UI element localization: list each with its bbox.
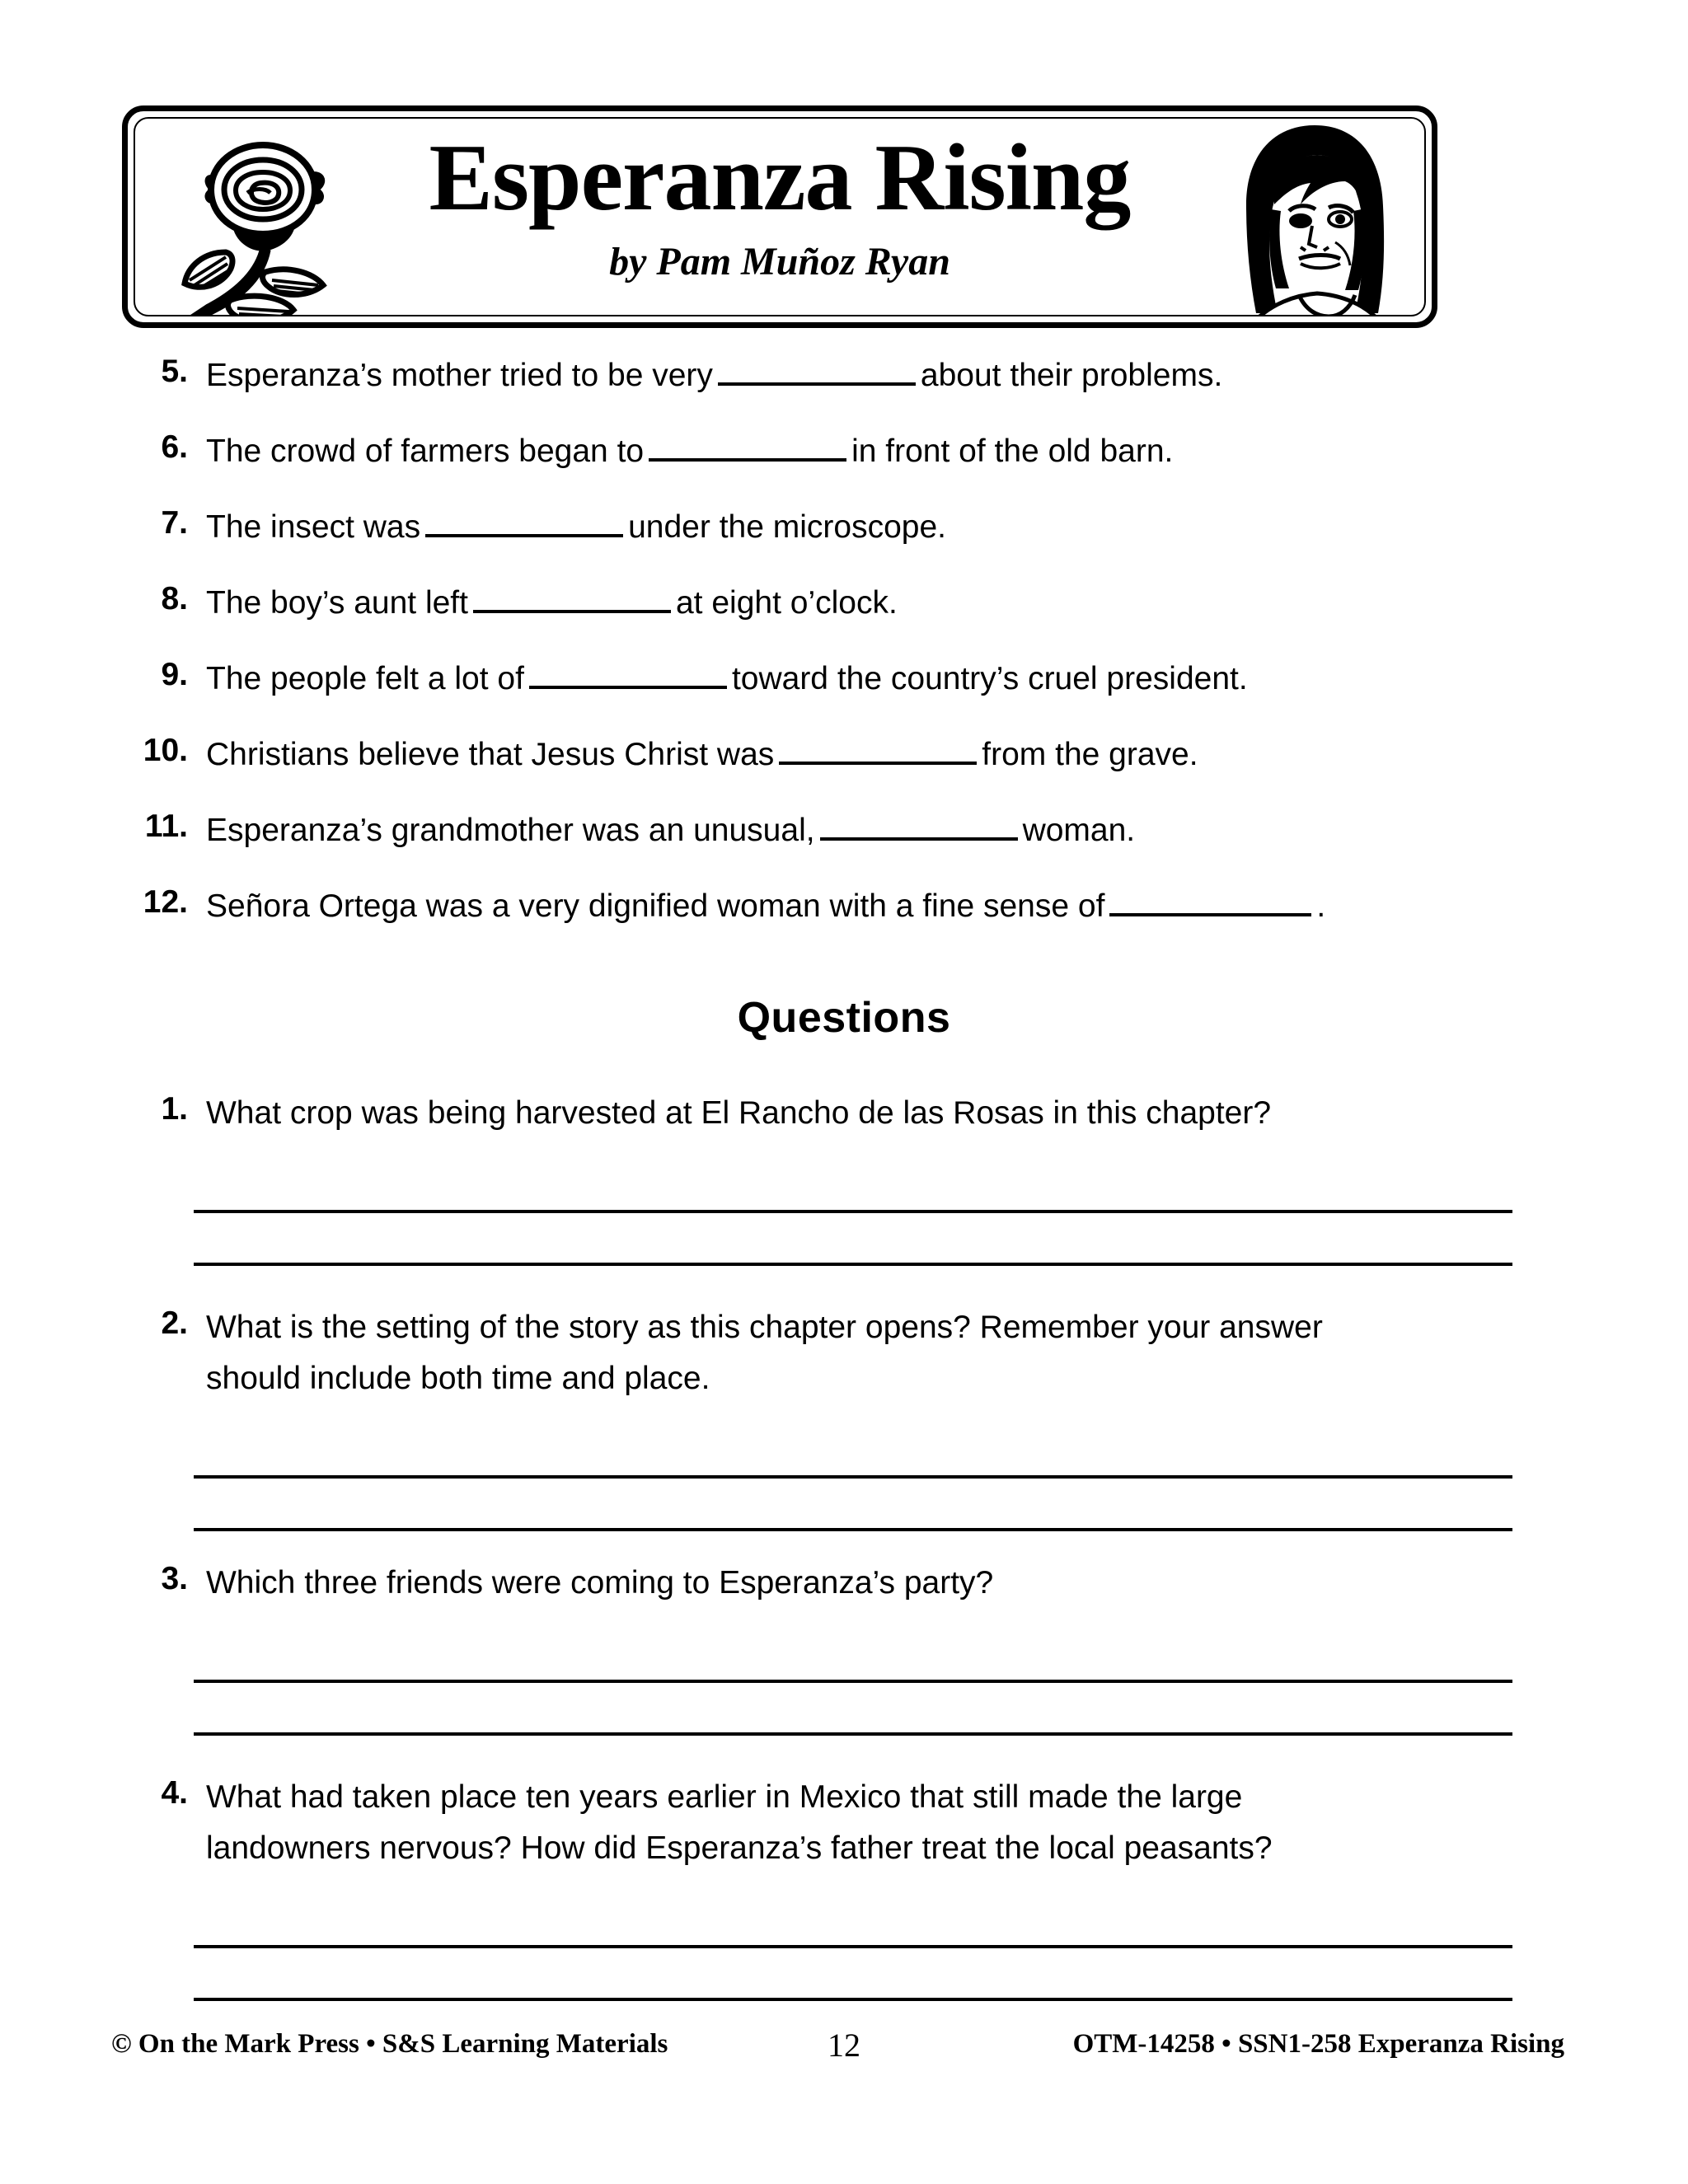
answer-lines: [194, 1426, 1512, 1531]
item-number: 8.: [161, 581, 188, 616]
question-text-line: What is the setting of the story as this chapter opens? Remember your answer: [206, 1310, 1323, 1345]
answer-line[interactable]: [194, 1948, 1512, 2001]
question-text-line: Which three friends were coming to Esperanza’s party?: [206, 1565, 994, 1601]
question-text-line: What crop was being harvested at El Rancho de las Rosas in this chapter?: [206, 1095, 1272, 1131]
answer-lines: [194, 1630, 1512, 1736]
answer-line[interactable]: [194, 1630, 1512, 1683]
title-banner: [122, 105, 1437, 328]
answer-line[interactable]: [194, 1683, 1512, 1736]
item-text-before: The insect was: [206, 509, 421, 545]
item-text-after: under the microscope.: [628, 509, 946, 545]
answer-lines: [194, 1160, 1512, 1266]
question-text: [206, 1772, 1574, 1874]
item-text: [206, 808, 1574, 850]
fill-in-the-blank-list: [124, 353, 1574, 959]
answer-line[interactable]: [194, 1160, 1512, 1213]
item-text-before: The boy’s aunt left: [206, 585, 468, 621]
question-block: [124, 1088, 1574, 1266]
answer-line[interactable]: [194, 1479, 1512, 1531]
page-subtitle: by Pam Muñoz Ryan: [609, 240, 950, 284]
item-text: [206, 883, 1574, 926]
footer-product-code: OTM-14258 • SSN1-258 Experanza Rising: [1072, 2029, 1564, 2059]
item-text-after: woman.: [1022, 813, 1136, 848]
question-number: 2.: [161, 1305, 188, 1341]
item-text-before: The crowd of farmers began to: [206, 434, 645, 469]
fill-in-item: [124, 353, 1574, 410]
question-text: [206, 1088, 1574, 1139]
item-text-before: Esperanza’s grandmother was an unusual,: [206, 813, 815, 848]
question-number: 3.: [161, 1561, 188, 1596]
item-text: [206, 656, 1574, 698]
answer-blank[interactable]: [820, 808, 1018, 841]
answer-line[interactable]: [194, 1213, 1512, 1266]
page-title: Esperanza Rising: [429, 125, 1131, 231]
question-block: [124, 1772, 1574, 2001]
item-number: 7.: [161, 505, 188, 541]
question-block: [124, 1302, 1574, 1531]
footer-page-number: 12: [828, 2027, 860, 2064]
question-block: [124, 1558, 1574, 1736]
fill-in-item: [124, 883, 1574, 941]
answer-blank[interactable]: [779, 732, 977, 765]
item-text-before: Señora Ortega was a very dignified woman with a fine sense of: [206, 888, 1105, 924]
fill-in-item: [124, 429, 1574, 486]
item-text-after: .: [1316, 888, 1326, 924]
item-number: 10.: [143, 733, 188, 768]
item-number: 5.: [161, 354, 188, 389]
question-text: [206, 1558, 1574, 1609]
item-text: [206, 504, 1574, 546]
questions-section-heading: Questions: [737, 994, 951, 1042]
footer-copyright: © On the Mark Press • S&S Learning Materials: [111, 2029, 668, 2059]
item-text-after: from the grave.: [982, 737, 1198, 772]
question-text: [206, 1302, 1574, 1404]
page-footer: [0, 2029, 1688, 2070]
item-text: [206, 353, 1574, 395]
answer-blank[interactable]: [425, 504, 623, 537]
item-text-before: Christians believe that Jesus Christ was: [206, 737, 775, 772]
fill-in-item: [124, 808, 1574, 865]
title-banner-inner-border: [134, 117, 1426, 316]
answer-blank[interactable]: [718, 353, 916, 386]
question-text-line: What had taken place ten years earlier in Mexico that still made the large: [206, 1779, 1243, 1815]
question-number: 4.: [161, 1775, 188, 1811]
answer-blank[interactable]: [473, 580, 671, 613]
item-text-before: Esperanza’s mother tried to be very: [206, 358, 713, 393]
item-text: [206, 732, 1574, 774]
item-number: 12.: [143, 884, 188, 920]
question-text-line: should include both time and place.: [206, 1361, 710, 1396]
answer-lines: [194, 1896, 1512, 2001]
question-number: 1.: [161, 1091, 188, 1127]
item-text: [206, 580, 1574, 622]
answer-blank[interactable]: [529, 656, 727, 689]
fill-in-item: [124, 732, 1574, 790]
fill-in-item: [124, 656, 1574, 714]
fill-in-item: [124, 580, 1574, 638]
answer-line[interactable]: [194, 1896, 1512, 1948]
answer-blank[interactable]: [1109, 883, 1311, 916]
item-number: 6.: [161, 429, 188, 465]
item-text-after: in front of the old barn.: [851, 434, 1174, 469]
item-number: 9.: [161, 657, 188, 692]
question-text-line: landowners nervous? How did Esperanza’s father treat the local peasants?: [206, 1830, 1273, 1866]
item-text-before: The people felt a lot of: [206, 661, 524, 696]
item-text-after: toward the country’s cruel president.: [731, 661, 1248, 696]
answer-line[interactable]: [194, 1426, 1512, 1479]
fill-in-item: [124, 504, 1574, 562]
item-text-after: about their problems.: [920, 358, 1223, 393]
item-text-after: at eight o’clock.: [675, 585, 898, 621]
item-number: 11.: [144, 808, 188, 844]
item-text: [206, 429, 1574, 471]
answer-blank[interactable]: [649, 429, 846, 462]
